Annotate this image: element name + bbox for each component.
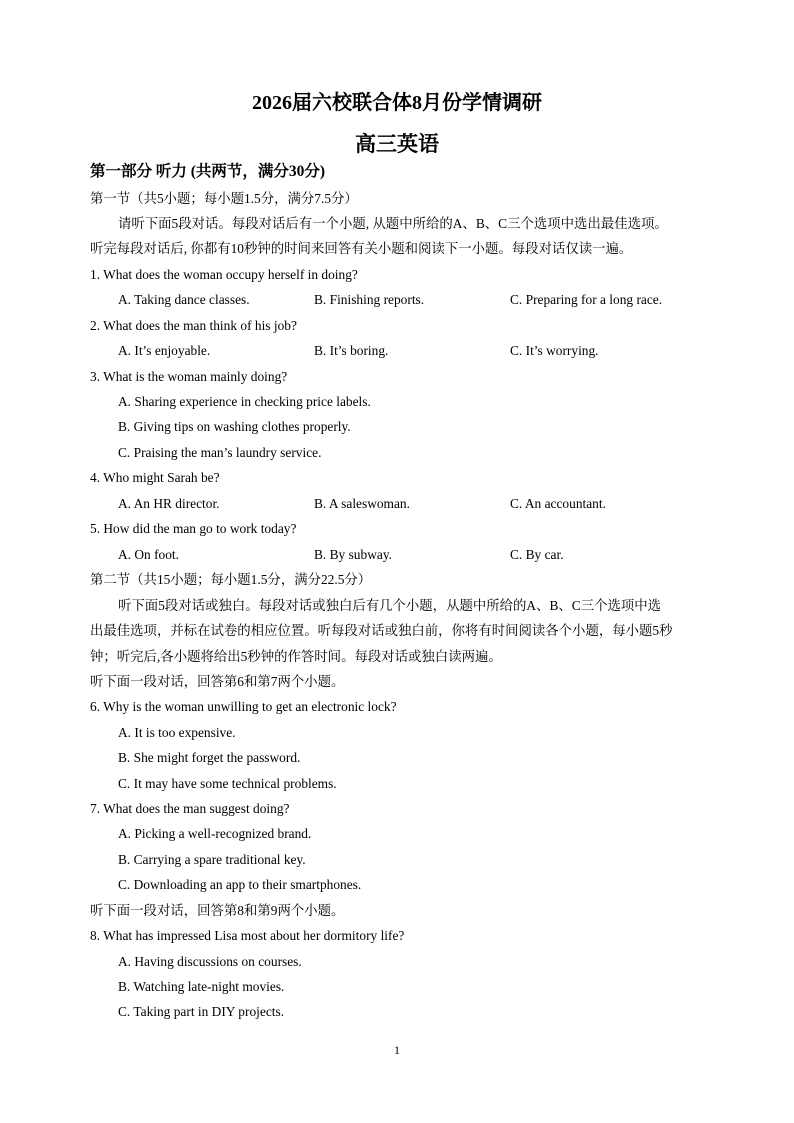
option-a: A. Sharing experience in checking price labels. [118,394,371,409]
option-b: B. Finishing reports. [314,292,425,307]
option-a: A. An HR director. [118,496,220,511]
section2-instruction-2: 出最佳选项，并标在试卷的相应位置。听每段对话或独白前，你将有时间阅读各个小题，每小题5秒 [90,623,673,638]
option-b: B. By subway. [314,547,392,562]
option-a: A. It is too expensive. [118,725,236,740]
option-b: B. A saleswoman. [314,496,410,511]
question-4-options [118,495,718,513]
question-2-options [118,342,718,360]
dialog-intro-6-7: 听下面一段对话，回答第6和第7两个小题。 [90,674,345,689]
option-b: B. Giving tips on washing clothes properly. [118,419,351,434]
question-6: 6. Why is the woman unwilling to get an electronic lock? [90,699,397,714]
section1-instruction-2: 听完每段对话后, 你都有10秒钟的时间来回答有关小题和阅读下一小题。每段对话仅读一遍。 [90,241,633,256]
question-1-options [118,291,718,309]
question-5-options [118,546,718,564]
option-c: C. It’s worrying. [510,343,599,358]
part1-heading: 第一部分 听力 (共两节，满分30分) [90,163,326,180]
question-7: 7. What does the man suggest doing? [90,801,290,816]
option-a: A. It’s enjoyable. [118,343,211,358]
option-a: A. Taking dance classes. [118,292,250,307]
option-b: B. She might forget the password. [118,750,301,765]
question-3: 3. What is the woman mainly doing? [90,369,288,384]
option-c: C. It may have some technical problems. [118,776,337,791]
page-number: 1 [394,1043,400,1057]
option-c: C. An accountant. [510,496,606,511]
question-2: 2. What does the man think of his job? [90,318,297,333]
option-a: A. Having discussions on courses. [118,954,302,969]
exam-title: 2026届六校联合体8月份学情调研 [252,92,542,114]
option-c: C. Downloading an app to their smartphones. [118,877,362,892]
dialog-intro-8-9: 听下面一段对话，回答第8和第9两个小题。 [90,903,345,918]
question-4: 4. Who might Sarah be? [90,470,220,485]
option-c: C. By car. [510,547,564,562]
option-c: C. Taking part in DIY projects. [118,1004,285,1019]
option-b: B. Carrying a spare traditional key. [118,852,306,867]
option-a: A. On foot. [118,547,179,562]
section2-heading: 第二节（共15小题；每小题1.5分，满分22.5分） [90,572,372,587]
question-1: 1. What does the woman occupy herself in doing? [90,267,358,282]
exam-subtitle: 高三英语 [355,132,439,156]
section2-instruction-1: 听下面5段对话或独白。每段对话或独白后有几个小题，从题中所给的A、B、C三个选项中选 [118,598,662,613]
question-8: 8. What has impressed Lisa most about her dormitory life? [90,928,405,943]
option-b: B. It’s boring. [314,343,389,358]
option-c: C. Praising the man’s laundry service. [118,445,322,460]
question-5: 5. How did the man go to work today? [90,521,297,536]
section1-heading: 第一节（共5小题；每小题1.5分，满分7.5分） [90,191,358,206]
option-c: C. Preparing for a long race. [510,292,663,307]
option-a: A. Picking a well-recognized brand. [118,826,312,841]
section1-instruction-1: 请听下面5段对话。每段对话后有一个小题, 从题中所给的A、B、C三个选项中选出最佳选项。 [118,216,668,231]
option-b: B. Watching late-night movies. [118,979,285,994]
section2-instruction-3: 钟；听完后,各小题将给出5秒钟的作答时间。每段对话或独白读两遍。 [90,649,502,664]
